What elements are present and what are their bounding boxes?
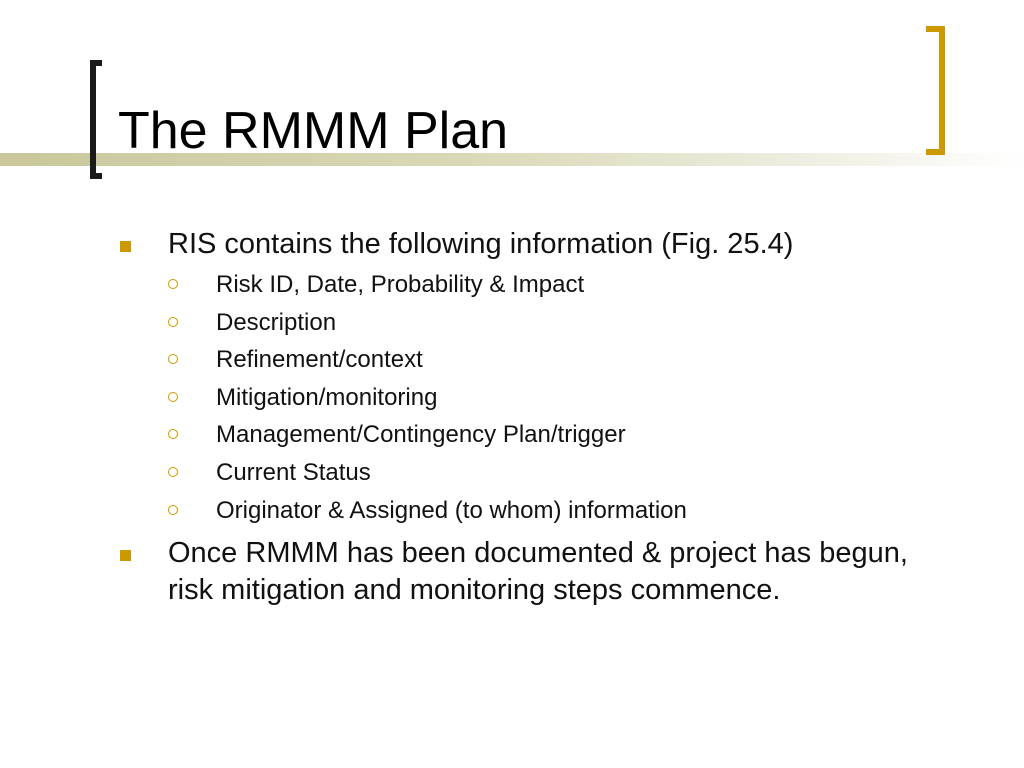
sub-item-text: Refinement/context xyxy=(216,346,423,374)
circle-bullet-icon xyxy=(168,317,178,327)
sub-item-text: Current Status xyxy=(216,458,371,486)
ris-field-list xyxy=(118,266,958,529)
bullet-ris-contents xyxy=(118,226,958,263)
circle-bullet-icon xyxy=(168,392,178,402)
sub-item xyxy=(118,266,958,304)
circle-bullet-icon xyxy=(168,467,178,477)
square-bullet-icon xyxy=(120,241,131,252)
bullet-rmmm-commence xyxy=(118,535,958,609)
bullet-text: RIS contains the following information (Fig. 25.4) xyxy=(168,228,794,260)
sub-item-text: Originator & Assigned (to whom) information xyxy=(216,496,687,524)
sub-item xyxy=(118,379,958,417)
square-bullet-icon xyxy=(120,550,131,561)
left-bracket-decoration xyxy=(90,60,102,179)
circle-bullet-icon xyxy=(168,279,178,289)
sub-item xyxy=(118,416,958,454)
circle-bullet-icon xyxy=(168,429,178,439)
bullet-text: Once RMMM has been documented & project has begun, risk mitigation and monitoring steps commence. xyxy=(168,537,908,607)
circle-bullet-icon xyxy=(168,354,178,364)
sub-item xyxy=(118,492,958,530)
sub-item xyxy=(118,341,958,379)
sub-item-text: Description xyxy=(216,308,337,336)
slide-title: The RMMM Plan xyxy=(118,102,509,160)
slide-body xyxy=(118,226,958,609)
circle-bullet-icon xyxy=(168,505,178,515)
right-bracket-decoration xyxy=(926,26,945,155)
sub-item-text: Mitigation/monitoring xyxy=(216,383,438,411)
sub-item xyxy=(118,304,958,342)
sub-item-text: Management/Contingency Plan/trigger xyxy=(216,421,626,449)
sub-item xyxy=(118,454,958,492)
sub-item-text: Risk ID, Date, Probability & Impact xyxy=(216,271,585,298)
